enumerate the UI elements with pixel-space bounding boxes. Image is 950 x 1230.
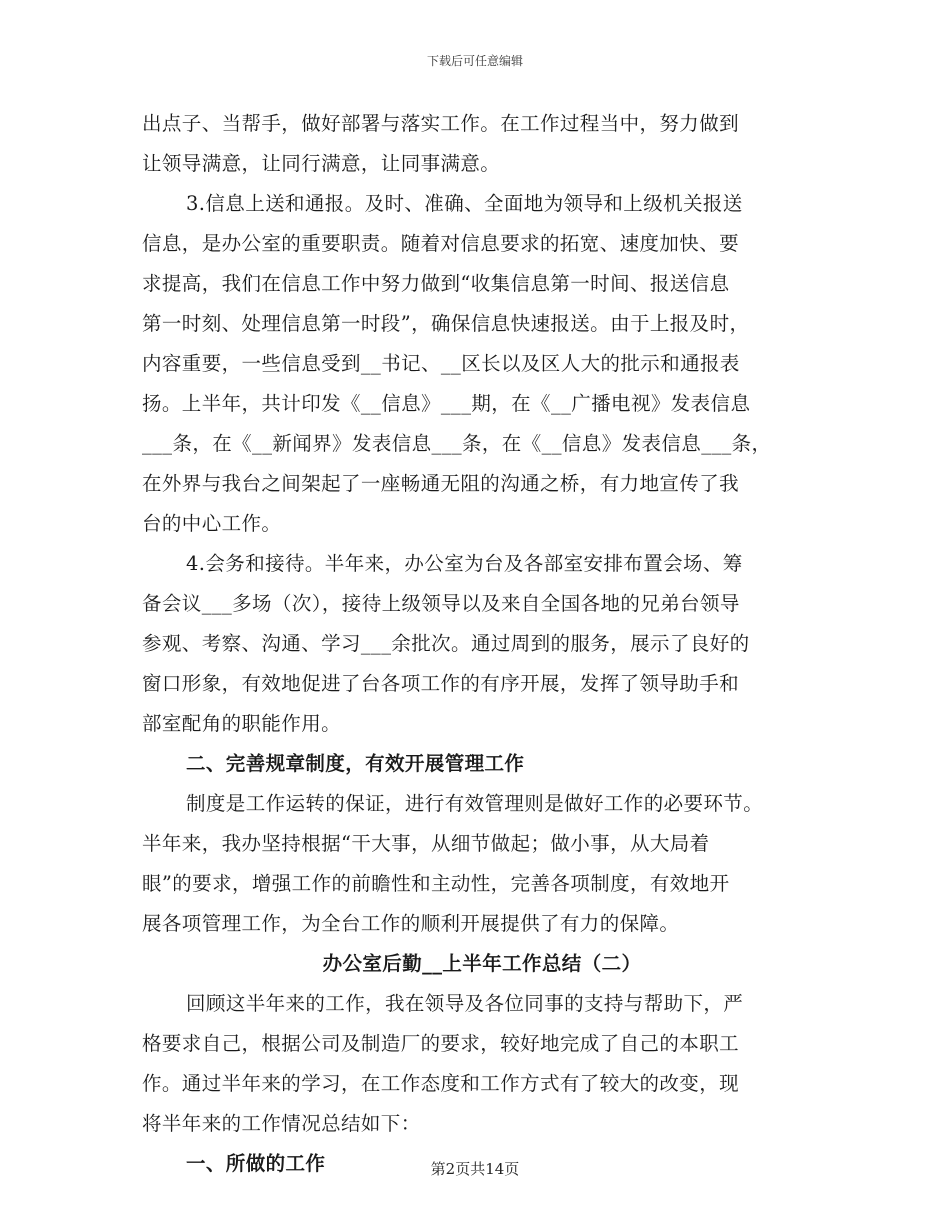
- document-body: [142, 104, 822, 1184]
- body-line: 参观、考察、沟通、学习___余批次。通过周到的服务，展示了良好的: [142, 632, 750, 655]
- page-header: 下载后可任意编辑: [426, 54, 523, 68]
- document-title: 办公室后勤__上半年工作总结（二）: [322, 952, 642, 975]
- body-line: 内容重要，一些信息受到__书记、__区长以及区人大的批示和通报表: [142, 352, 740, 375]
- body-line: 部室配角的职能作用。: [142, 712, 342, 735]
- body-line: 展各项管理工作，为全台工作的顺利开展提供了有力的保障。: [142, 912, 680, 935]
- page-footer: 第2页共14页: [430, 1160, 520, 1178]
- body-line: 将半年来的工作情况总结如下：: [142, 1112, 421, 1135]
- body-line: ___条，在《__新闻界》发表信息___条，在《__信息》发表信息___条，: [142, 432, 772, 455]
- body-line: 扬。上半年，共计印发《__信息》___期，在《__广播电视》发表信息: [142, 392, 751, 415]
- body-line: 在外界与我台之间架起了一座畅通无阻的沟通之桥，有力地宣传了我: [142, 472, 740, 495]
- body-line: 眼”的要求，增强工作的前瞻性和主动性，完善各项制度，有效地开: [142, 872, 730, 895]
- body-line: 窗口形象，有效地促进了台各项工作的有序开展，发挥了领导助手和: [142, 672, 740, 695]
- body-line: 备会议___多场（次），接待上级领导以及来自全国各地的兄弟台领导: [142, 592, 740, 615]
- body-line: 回顾这半年来的工作，我在领导及各位同事的支持与帮助下，严: [186, 992, 744, 1015]
- body-line: 出点子、当帮手，做好部署与落实工作。在工作过程当中，努力做到: [142, 112, 740, 135]
- body-line: 3.信息上送和通报。及时、准确、全面地为领导和上级机关报送: [186, 192, 743, 215]
- body-line: 半年来，我办坚持根据“干大事，从细节做起；做小事，从大局着: [142, 832, 710, 855]
- body-line: 信息，是办公室的重要职责。随着对信息要求的拓宽、速度加快、要: [142, 232, 740, 255]
- body-line: 台的中心工作。: [142, 512, 282, 535]
- body-line: 求提高，我们在信息工作中努力做到“收集信息第一时间、报送信息: [142, 272, 730, 295]
- body-line: 第一时刻、处理信息第一时段”，确保信息快速报送。由于上报及时，: [142, 312, 750, 335]
- body-line: 格要求自己，根据公司及制造厂的要求，较好地完成了自己的本职工: [142, 1032, 740, 1055]
- body-line: 作。通过半年来的学习，在工作态度和工作方式有了较大的改变，现: [142, 1072, 740, 1095]
- body-line: 制度是工作运转的保证，进行有效管理则是做好工作的必要环节。: [186, 792, 764, 815]
- body-line: 让领导满意，让同行满意，让同事满意。: [142, 152, 501, 175]
- body-line: 4.会务和接待。半年来，办公室为台及各部室安排布置会场、筹: [186, 552, 743, 575]
- section-heading: 二、完善规章制度，有效开展管理工作: [186, 752, 525, 775]
- section-heading: 一、所做的工作: [186, 1152, 326, 1175]
